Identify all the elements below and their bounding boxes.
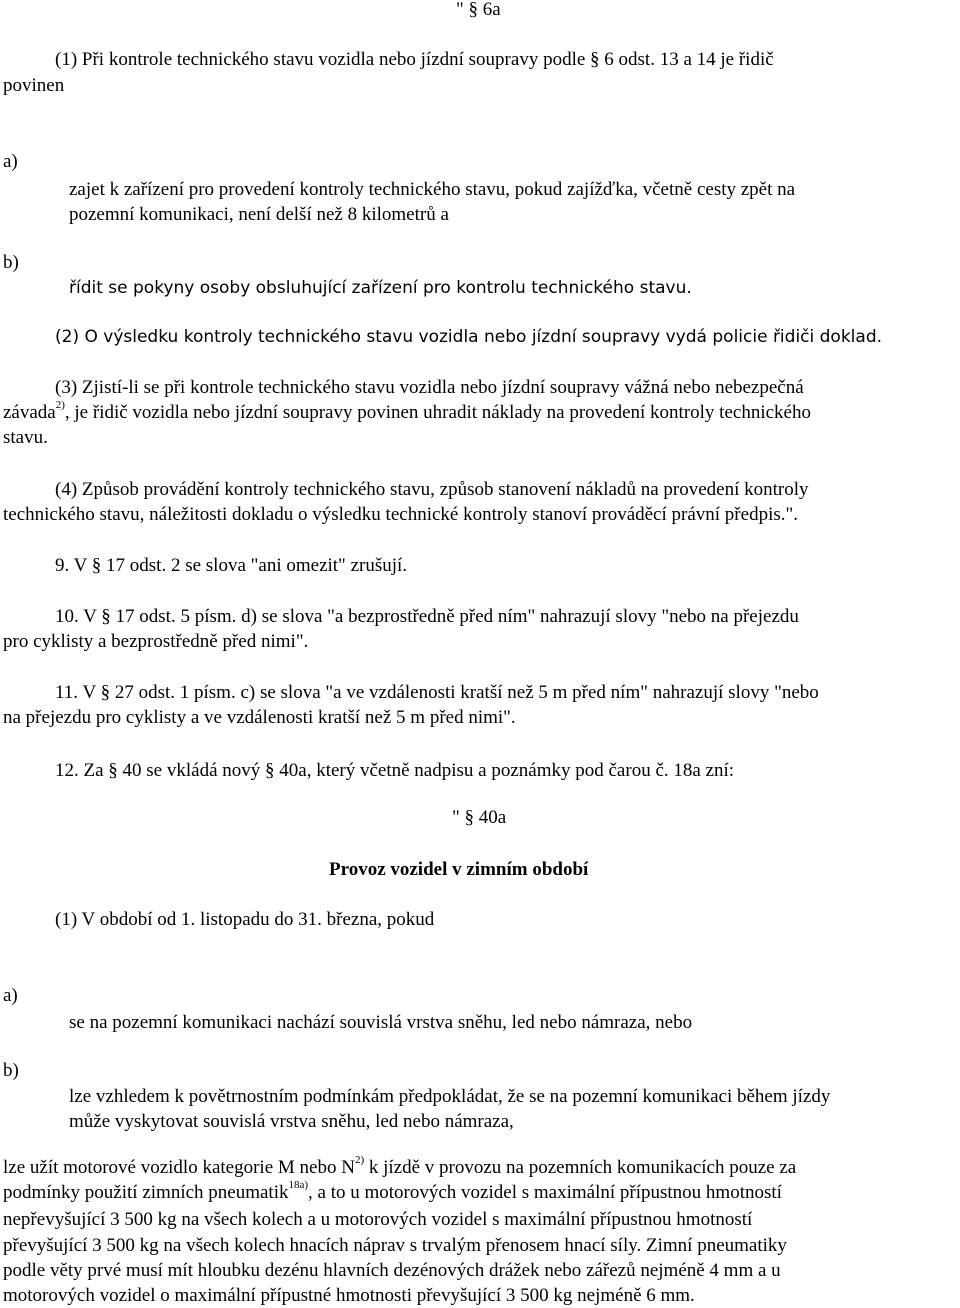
- list-marker-b: b): [3, 252, 19, 273]
- amendment-9: 9. V § 17 odst. 2 se slova "ani omezit" zrušují.: [55, 555, 408, 576]
- amendment-12: 12. Za § 40 se vkládá nový § 40a, který včetně nadpisu a poznámky pod čarou č. 18a zní:: [55, 760, 735, 781]
- final-text-cont: k jízdě v provozu na pozemních komunikacích pouze za: [364, 1157, 797, 1178]
- footnote-ref: 18a): [288, 1179, 309, 1191]
- section-heading-6a: " § 6a: [456, 0, 501, 20]
- footnote-ref: 2): [55, 399, 65, 411]
- paragraph-2: (2) O výsledku kontroly technického stavu vozidla nebo jízdní soupravy vydá policie řidiči doklad.: [55, 327, 883, 347]
- paragraph-1-line-2: povinen: [3, 75, 65, 96]
- paragraph-3-line-2: [3, 399, 811, 423]
- final-text-cont: , a to u motorových vozidel s maximální přípustnou hmotností: [308, 1182, 782, 1203]
- paragraph-3-text: závada: [3, 402, 56, 423]
- amendment-10-line-1: 10. V § 17 odst. 5 písm. d) se slova "a bezprostředně před ním" nahrazují slovy "nebo na přejezdu: [55, 606, 799, 627]
- list2-item-b-line-1: lze vzhledem k povětrnostním podmínkám předpokládat, že se na pozemní komunikaci během jízdy: [69, 1086, 831, 1107]
- paragraph-4-line-1: (4) Způsob provádění kontroly technického stavu, způsob stanovení nákladů na provedení kontroly: [55, 479, 809, 500]
- list2-item-a-line-1: se na pozemní komunikaci nachází souvislá vrstva sněhu, led nebo námraza, nebo: [69, 1012, 693, 1033]
- paragraph-40a-1: (1) V období od 1. listopadu do 31. března, pokud: [55, 909, 435, 930]
- list-marker-a: a): [3, 151, 18, 172]
- list2-marker-a: a): [3, 985, 18, 1006]
- amendment-11-line-1: 11. V § 27 odst. 1 písm. c) se slova "a ve vzdálenosti kratší než 5 m před ním" nahrazují slovy "nebo: [55, 682, 819, 703]
- list-item-b-line-1: řídit se pokyny osoby obsluhující zařízení pro kontrolu technického stavu.: [69, 278, 692, 298]
- paragraph-3-text-cont: , je řidič vozidla nebo jízdní soupravy povinen uhradit náklady na provedení kontroly technického: [64, 402, 811, 423]
- footnote-ref: 2): [354, 1154, 365, 1166]
- final-paragraph-line-5: podle věty prvé musí mít hloubku dezénu hlavních dezénových drážek nebo zářezů nejméně 4 mm a u: [3, 1260, 781, 1281]
- paragraph-3-line-3: stavu.: [3, 427, 48, 448]
- list2-item-b-line-2: může vyskytovat souvislá vrstva sněhu, led nebo námraza,: [69, 1111, 514, 1132]
- final-paragraph-line-6: motorových vozidel o maximální přípustné hmotnosti převyšující 3 500 kg nejméně 6 mm.: [3, 1285, 695, 1306]
- list-item-a-line-1: zajet k zařízení pro provedení kontroly technického stavu, pokud zajížďka, včetně cesty zpět na: [69, 179, 796, 200]
- amendment-10-line-2: pro cyklisty a bezprostředně před nimi".: [3, 631, 309, 652]
- final-paragraph-line-2: [3, 1179, 782, 1203]
- paragraph-3-line-1: (3) Zjistí-li se při kontrole technického stavu vozidla nebo jízdní soupravy vážná nebo nebezpečná: [55, 377, 804, 398]
- final-paragraph-line-4: převyšující 3 500 kg na všech kolech hnacích náprav s trvalým přenosem hnací síly. Zimní pneumatiky: [3, 1235, 787, 1256]
- list-item-a-line-2: pozemní komunikaci, není delší než 8 kilometrů a: [69, 204, 449, 225]
- amendment-11-line-2: na přejezdu pro cyklisty a ve vzdálenosti kratší než 5 m před nimi".: [3, 707, 516, 728]
- section-heading-40a: " § 40a: [452, 807, 507, 828]
- final-text: podmínky použití zimních pneumatik: [3, 1182, 289, 1203]
- final-paragraph-line-1: [3, 1154, 797, 1178]
- paragraph-4-line-2: technického stavu, náležitosti dokladu o výsledku technické kontroly stanoví prováděcí právní předpis.".: [3, 504, 798, 525]
- list2-marker-b: b): [3, 1060, 19, 1081]
- final-paragraph-line-3: nepřevyšující 3 500 kg na všech kolech a u motorových vozidel s maximální přípustnou hmotností: [3, 1209, 753, 1230]
- final-text: lze užít motorové vozidlo kategorie M nebo N: [3, 1157, 355, 1178]
- paragraph-1-line-1: (1) Při kontrole technického stavu vozidla nebo jízdní soupravy podle § 6 odst. 13 a 14 je řidič: [55, 49, 774, 70]
- section-title-40a: Provoz vozidel v zimním období: [329, 859, 589, 880]
